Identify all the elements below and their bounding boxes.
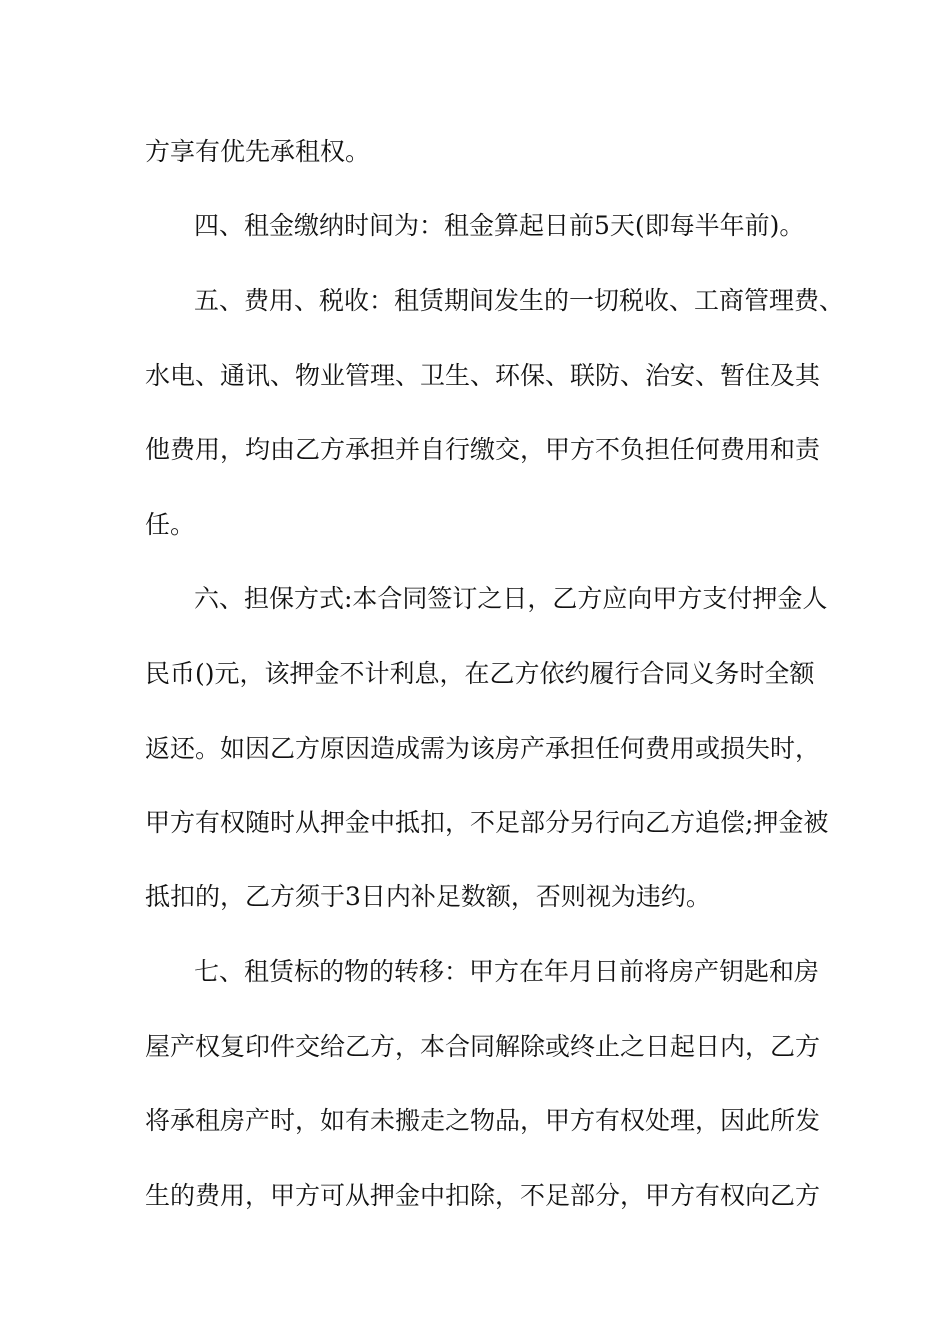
text-line: 四、租金缴纳时间为：租金算起日前5天(即每半年前)。 bbox=[194, 211, 805, 240]
text-line: 七、租赁标的物的转移：甲方在年月日前将房产钥匙和房 bbox=[194, 957, 820, 986]
text-line: 返还。如因乙方原因造成需为该房产承担任何费用或损失时， bbox=[145, 734, 821, 763]
text-line: 任。 bbox=[145, 510, 196, 539]
text-line: 六、担保方式:本合同签订之日，乙方应向甲方支付押金人 bbox=[194, 584, 828, 613]
text-line: 他费用，均由乙方承担并自行缴交，甲方不负担任何费用和责 bbox=[145, 435, 821, 464]
text-line: 五、费用、税收：租赁期间发生的一切税收、工商管理费、 bbox=[194, 286, 845, 315]
text-line: 甲方有权随时从押金中抵扣，不足部分另行向乙方追偿;押金被 bbox=[145, 808, 829, 837]
text-line: 将承租房产时，如有未搬走之物品，甲方有权处理，因此所发 bbox=[145, 1106, 821, 1135]
text-line: 生的费用，甲方可从押金中扣除，不足部分，甲方有权向乙方 bbox=[145, 1181, 821, 1210]
text-line: 抵扣的，乙方须于3日内补足数额，否则视为违约。 bbox=[145, 882, 711, 911]
text-line: 水电、通讯、物业管理、卫生、环保、联防、治安、暂住及其 bbox=[145, 361, 821, 390]
text-line: 方享有优先承租权。 bbox=[145, 137, 371, 166]
text-line: 屋产权复印件交给乙方，本合同解除或终止之日起日内，乙方 bbox=[145, 1032, 821, 1061]
text-line: 民币()元，该押金不计利息，在乙方依约履行合同义务时全额 bbox=[145, 659, 815, 688]
